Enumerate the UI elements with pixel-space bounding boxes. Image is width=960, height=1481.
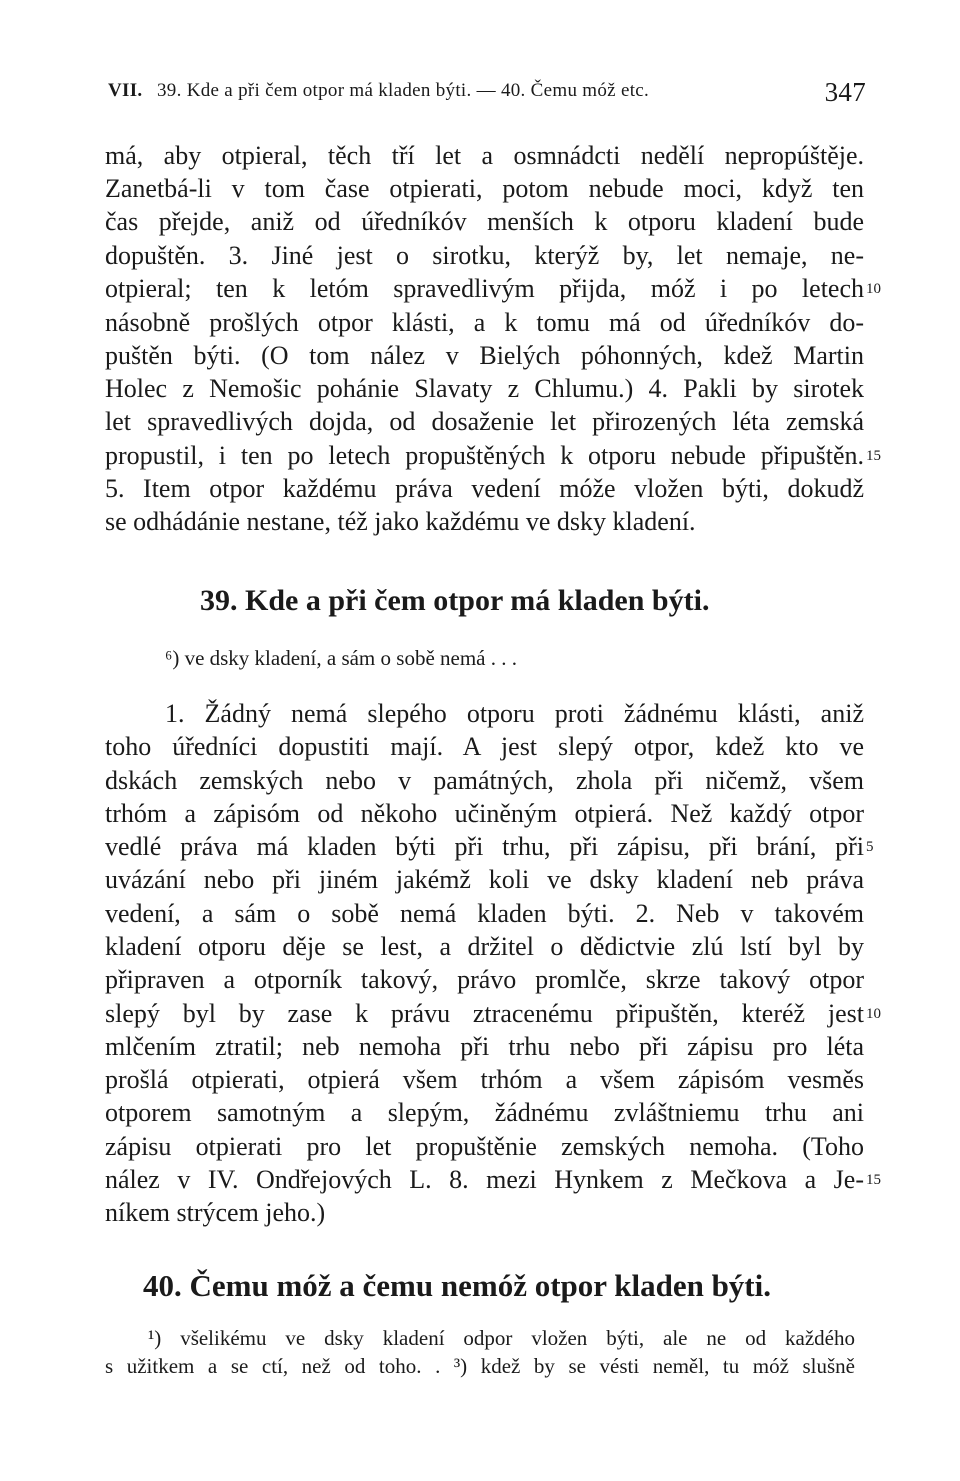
- line-number: 10: [866, 281, 881, 297]
- footnote-line: s užitkem a se ctí, než od toho. . ³) kdež by se vésti neměl, tu móž slušně: [105, 1354, 855, 1378]
- text-line: zápisu otpierati pro let propuštěnie zemských nemoha. (Toho: [105, 1132, 864, 1161]
- text-line: má, aby otpieral, těch tří let a osmnádcti nedělí nepropúštěje.: [105, 141, 864, 170]
- text-line: dskách zemských nebo v památných, zhola při ničemž, všem: [105, 766, 864, 795]
- text-line: níkem strýcem jeho.): [105, 1198, 326, 1227]
- text-line: trhóm a zápisóm od někoho učiněným otpierá. Než každý otpor: [105, 799, 864, 828]
- line-number: 10: [866, 1006, 881, 1022]
- text-line: slepý byl by zase k právu ztracenému připuštěn, kteréž jest: [105, 999, 864, 1028]
- line-number: 15: [866, 448, 881, 464]
- text-line: let spravedlivých dojda, od dosaženie let přirozených léta zemská: [105, 407, 864, 436]
- text-line: kladení otporu děje se lest, a držitel o dědictvie zlú lstí byl by: [105, 932, 864, 961]
- footnote-line: ¹) všelikému ve dsky kladení odpor vložen býti, ale ne od každého: [148, 1326, 855, 1350]
- text-line: mlčením ztratil; neb nemoha při trhu nebo při zápisu pro léta: [105, 1032, 864, 1061]
- section-39-heading: 39. Kde a při čem otpor má kladen býti.: [200, 584, 710, 617]
- chapter-number: VII.: [108, 80, 143, 101]
- running-header: [108, 70, 866, 107]
- text-line: Holec z Nemošic pohánie Slavaty z Chlumu.) 4. Pakli by sirotek: [105, 374, 864, 403]
- text-line: toho úředníci dopustiti mají. A jest slepý otpor, kdež kto ve: [105, 732, 864, 761]
- text-line: se odhádánie nestane, též jako každému ve dsky kladení.: [105, 507, 696, 536]
- text-line: uvázání nebo při jiném jakémž koli ve dsky kladení neb práva: [105, 865, 864, 894]
- text-line: nález v IV. Ondřejových L. 8. mezi Hynkem z Mečkova a Je-: [105, 1165, 864, 1194]
- footnote-variant: ⁶) ve dsky kladení, a sám o sobě nemá . . .: [165, 646, 517, 670]
- text-line: 1. Žádný nemá slepého otporu proti žádnému klásti, aniž: [165, 699, 864, 728]
- line-number: 15: [866, 1172, 881, 1188]
- line-number: 5: [866, 839, 874, 855]
- text-line: propustil, i ten po letech propuštěných k otporu nebude připuštěn.: [105, 441, 864, 470]
- text-line: vedení, a sám o sobě nemá kladen býti. 2. Neb v takovém: [105, 899, 864, 928]
- running-title: 39. Kde a při čem otpor má kladen býti. — 40. Čemu móž etc.: [157, 80, 650, 101]
- text-line: čas přejde, aniž od úředníkóv menších k otporu kladení bude: [105, 207, 864, 236]
- text-line: prošlá otpierati, otpierá všem trhóm a všem zápisóm vesměs: [105, 1065, 864, 1094]
- text-line: dopuštěn. 3. Jiné jest o sirotku, kterýž by, let nemaje, ne-: [105, 241, 864, 270]
- text-line: vedlé práva má kladen býti při trhu, při zápisu, při brání, při: [105, 832, 864, 861]
- text-line: Zanetbá-li v tom čase otpierati, potom nebude moci, když ten: [105, 174, 864, 203]
- text-line: násobně prošlých otpor klásti, a k tomu má od úředníkóv do-: [105, 308, 864, 337]
- section-40-heading: 40. Čemu móž a čemu nemóž otpor kladen býti.: [143, 1268, 771, 1303]
- text-line: otporem samotným a slepým, žádnému zvláštniemu trhu ani: [105, 1098, 864, 1127]
- text-line: otpieral; ten k letóm spravedlivým přijda, móž i po letech: [105, 274, 864, 303]
- text-line: 5. Item otpor každému práva vedení móže vložen býti, dokudž: [105, 474, 864, 503]
- page-number: 347: [824, 77, 866, 107]
- text-line: připraven a otporník takový, právo promlče, skrze takový otpor: [105, 965, 864, 994]
- text-line: puštěn býti. (O tom nález v Bielých póhonných, kdež Martin: [105, 341, 864, 370]
